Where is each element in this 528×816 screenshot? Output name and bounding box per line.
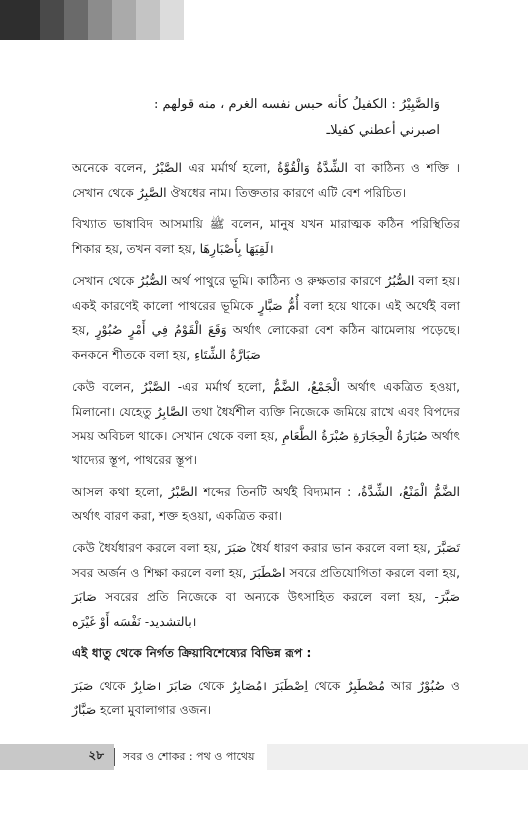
paragraph [72,480,460,528]
text-run: সেখান থেকে [72,274,139,288]
arabic-term: أُمُّ صَبَّارٍ [258,297,299,313]
paragraph-forms [72,674,460,723]
arabic-term: الصُّبُرُ [385,273,415,288]
paragraph [72,269,460,367]
arabic-term: صَابَرَ [167,677,193,693]
header-strip-block [40,0,64,40]
arabic-term: صَبَرَ [72,677,94,693]
arabic-term: وَقَعَ الْقَوْمُ فِي أَمْرٍ صُبُوْرٍ [95,322,227,337]
text-run: বা কাঠিন্য ও শক্তি । সেখান থেকে [72,161,460,200]
text-run: হলো মুবালাগার ওজন। [96,703,212,717]
text-run: থেকে [308,678,347,693]
footer-divider [114,748,115,766]
header-strip-block [112,0,136,40]
arabic-term: صَبَّارٌ [72,702,97,717]
text-run: সবর অর্জন ও শিক্ষা করলে বলা হয়, [72,565,251,580]
page-body [72,92,460,731]
page-number-block [0,744,114,770]
text-run: বিখ্যাত ভাষাবিদ আসমায়ি ﷺ বলেন, মানুষ যখন মারাত্মক কঠিন পরিস্থিতির শিকার হয়, তখন বলা হয়, [72,217,460,256]
text-run: কেউ বলেন, [72,380,142,394]
page-number: ২৮ [88,748,104,762]
text-run: ও [444,678,460,693]
header-strip-block [136,0,160,40]
arabic-term: لَقِيَهَا بِأَصْبَارِهَا [199,240,269,256]
arabic-term: مُصْطَبِرٌ [346,677,385,693]
text-run: তথা ধৈর্যশীল ব্যক্তি নিজেকে জমিয়ে রাখে এবং বিপদের সময় অবিচল থাকে। সেখান থেকে বলা হয়, [72,404,460,443]
text-run: থেকে [192,678,231,693]
arabic-term: الْمَنْعُ، الشِّدَّةُ، [357,484,428,499]
arabic-term: صُبُوْرٌ [418,677,445,693]
text-run: বলা হয়। একই কারণেই কালো পাথরের ভূমিকে [72,274,460,313]
text-run: অর্থাৎ খাদ্যের স্তূপ, পাথরের স্তূপ। [72,429,460,467]
arabic-term: الصَّبْرُ [168,484,198,499]
text-run: অর্থ পাথুরে ভূমি। কাঠিন্য ও রুক্ষতার কারণে [167,274,386,288]
arabic-term: صُبَارَةُ الْحِجَارَةِ [352,428,428,443]
paragraph [72,213,460,261]
header-strip-block [88,0,112,40]
page-footer [0,744,528,770]
text-run: কেউ ধৈর্যধারণ করলে বলা হয়, [72,541,226,555]
text-run: ঔষধের নাম। তিক্ততার কারণে এটি বেশ পরিচিত। [166,185,407,200]
text-run: । [268,241,274,256]
header-strip-block [160,0,184,40]
text-run: । [191,614,197,629]
decorative-header-strip [0,0,186,40]
arabic-quote-line: وَالصَّبِيْرُ : الكفيلُ كأنه حبس نفسه الغرم ، منه قولهم : [153,97,440,112]
text-run: অনেকে বলেন, [72,161,154,175]
paragraph [72,156,460,205]
arabic-quote [92,92,440,144]
text-run: । [262,678,273,693]
paragraph [72,375,460,472]
arabic-term: صَبَّرَ- بالتشديد- نَفْسَه أَوْ غَيْرَه [72,589,460,629]
arabic-term: الْجَمْعُ، الضَّمُّ [272,379,341,394]
header-strip-block [0,0,40,40]
arabic-term: اِصْطَبَرَ [273,677,309,693]
arabic-term: صَبَرَ [225,540,247,555]
arabic-term: الضَّمُّ [433,484,460,499]
text-run: সবরে প্রতিযোগিতা করলে বলা হয়, [285,565,461,580]
book-title: সবর ও শোকর : পথ ও পাথেয় [123,749,255,763]
section-heading: এই ধাতু থেকে নির্গত ক্রিয়াবিশেষ্যের বিভিন্ন রূপ : [72,646,312,660]
header-strip-block [64,0,88,40]
arabic-quote-line: اصبرني أعطني كفيلاـ [326,123,440,138]
text-run: অর্থাৎ একত্রিত হওয়া, মিলানো। যেহেতু [72,380,461,419]
arabic-term: صَابِرٌ [131,677,157,693]
text-run: বলা হয়ে থাকে। এই অর্থেই বলা হয়, [72,298,461,337]
arabic-term: صُبْرَةُ الطَّعَامِ [282,428,350,443]
arabic-term: صَابَرَ [72,589,97,604]
arabic-term: اصْطَبَرَ [250,564,286,580]
arabic-term: الصُّبُرُ [138,273,168,288]
text-run: সবরের প্রতি নিজেকে বা অন্যকে উৎসাহিত করলে বলা হয়, [96,590,435,604]
paragraph-list [72,156,460,634]
footer-rule [267,744,528,770]
arabic-term: الصَّبْرُ [141,379,171,394]
text-run: শব্দের তিনটি অর্থই বিদ্যমান : [197,485,358,499]
arabic-term: الشِّدَّةُ وَالْقُوَّةُ [277,160,348,175]
text-run: আসল কথা হলো, [72,485,169,499]
arabic-term: الصَّبِرُ [137,184,167,200]
text-run: থেকে [93,678,132,693]
text-run: -এর মর্মার্থ হলো, [170,380,273,394]
text-run: এর মর্মার্থ হলো, [182,161,278,175]
text-run: । [156,678,168,693]
arabic-term: تَصَبَّرَ [435,540,460,555]
text-run: অর্থাৎ বারণ করা, শক্ত হওয়া, একত্রিত করা। [72,508,283,523]
arabic-term: صَبَارَّةُ الشِّتَاءِ [194,346,261,362]
arabic-term: الصَّابِرُ [155,403,188,419]
text-run: আর [384,678,419,693]
text-run: ধৈর্য ধারণ করার ভান করলে বলা হয়, [246,541,435,555]
text-run: অর্থাৎ লোকেরা বেশ কঠিন ঝামেলায় পড়েছে। কনকনে শীতকে বলা হয়, [72,323,460,362]
arabic-term: الصَّبْرُ [153,160,183,175]
arabic-term: مُصَابِرٌ [230,677,263,693]
paragraph [72,536,460,634]
